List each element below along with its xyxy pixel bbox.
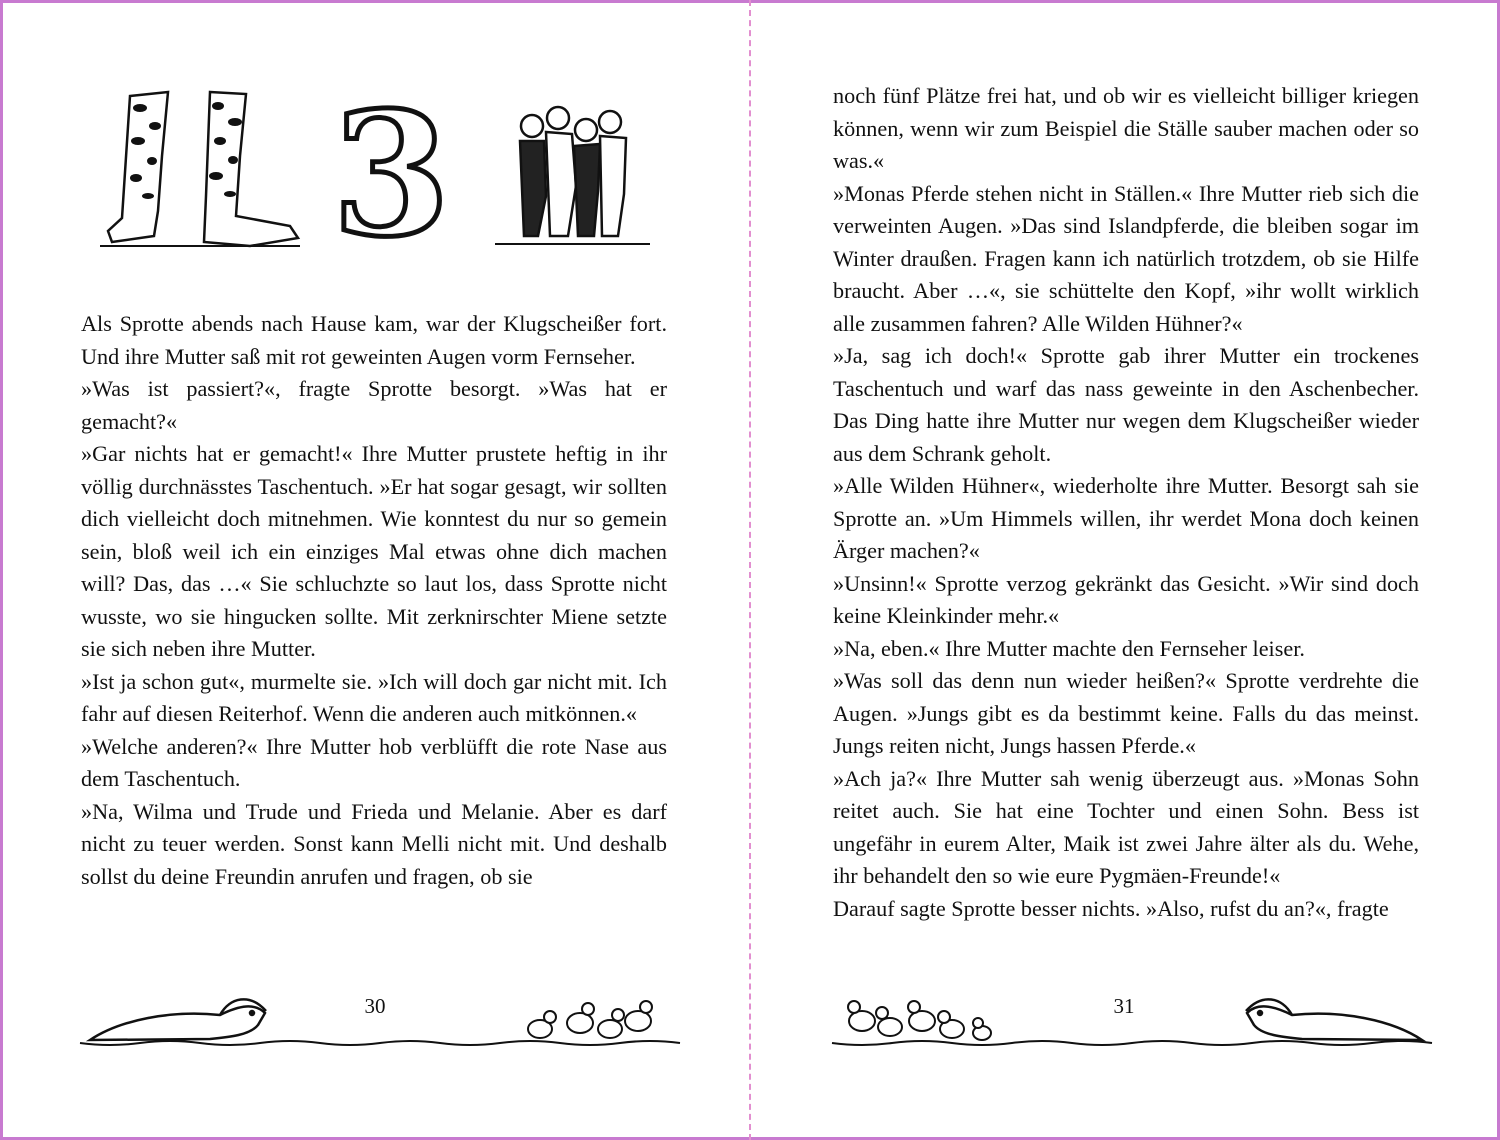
paragraph: »Na, Wilma und Trude und Frieda und Melanie. Aber es darf nicht zu teuer werden. Sonst kann Melli nicht mit. Und deshalb sollst du deine Freundin anrufen und fragen, ob sie: [81, 798, 667, 889]
chickens-icon: [848, 1001, 991, 1040]
paragraph: »Ist ja schon gut«, murmelte sie. »Ich will doch gar nicht mit. Ich fahr auf diesen Reiterhof. Wenn die anderen auch mitkönnen.«: [81, 668, 667, 726]
paragraph: Als Sprotte abends nach Hause kam, war der Klugscheißer fort. Und ihre Mutter saß mit rot geweinten Augen vorm Fernseher.: [81, 311, 667, 369]
paragraph: noch fünf Plätze frei hat, und ob wir es vielleicht billiger kriegen können, wenn wir zum Beispiel die Ställe sauber machen oder so was.«: [833, 83, 1419, 173]
right-page: [752, 0, 1500, 1140]
page-number: 31: [1113, 994, 1135, 1018]
paragraph: »Monas Pferde stehen nicht in Ställen.« Ihre Mutter rieb sich die verweinten Augen. »Das sind Islandpferde, die bleiben sogar im Winter draußen. Fragen kann ich natürlich trotzdem, ob sie Hilfe braucht. Aber …«, sie schüttelte den Kopf, »ihr wollt wirklich alle zusammen fahren? Alle Wilden Hühner?«: [833, 180, 1419, 336]
paragraph: »Was ist passiert?«, fragte Sprotte besorgt. »Was hat er gemacht?«: [81, 376, 667, 434]
leopard-legs-icon: [100, 92, 300, 246]
page-number: 30: [364, 994, 386, 1018]
children-group-icon: [495, 107, 650, 244]
paragraph: »Ja, sag ich doch!« Sprotte gab ihrer Mutter ein trockenes Taschentuch und warf das nass geweinte in den Aschenbecher. Das Ding hatte ihre Mutter nur wegen dem Klugscheißer wieder aus dem Schrank geholt.: [833, 343, 1419, 466]
ground-line: [832, 1041, 1432, 1045]
paragraph: Darauf sagte Sprotte besser nichts. »Also, rufst du an?«, fragte: [833, 895, 1389, 921]
right-page-body-text: [833, 80, 1419, 925]
paragraph: »Ach ja?« Ihre Mutter sah wenig überzeugt aus. »Monas Sohn reitet auch. Sie hat eine Tochter und einen Sohn. Bess ist ungefähr in eurem Alter, Maik ist zwei Jahre älter als du. Wehe, ihr behandelt den so wie eure Pygmäen-Freunde!«: [833, 765, 1419, 888]
paragraph: »Alle Wilden Hühner«, wiederholte ihre Mutter. Besorgt sah sie Sprotte an. »Um Himmels willen, ihr werdet Mona doch keinen Ärger machen?«: [833, 473, 1419, 563]
pony-icon: [90, 999, 266, 1040]
paragraph: »Na, eben.« Ihre Mutter machte den Fernseher leiser.: [833, 635, 1305, 661]
page-gutter-divider: [749, 0, 751, 1140]
paragraph: »Gar nichts hat er gemacht!« Ihre Mutter prustete heftig in ihr völlig durchnässtes Taschentuch. »Er hat sogar gesagt, wir sollten dich vielleicht doch mitnehmen. Wie konntest du nur so gemein sein, bloß weil ich ein einziges Mal etwas ohne dich machen will? Das, das …« Sie schluchzte so laut los, dass Sprotte nicht wusste, wo sie hingucken sollte. Mit zerknirschter Miene setzte sie sich neben ihre Mutter.: [81, 441, 667, 661]
chapter-header-illustration: [100, 75, 650, 276]
left-page: [0, 0, 748, 1140]
left-page-body-text: [81, 308, 667, 893]
ground-line: [80, 1041, 680, 1045]
chapter-number: 3: [332, 75, 451, 275]
paragraph: »Was soll das denn nun wieder heißen?« Sprotte verdrehte die Augen. »Jungs gibt es da bestimmt keine. Falls du das meinst. Jungs reiten nicht, Jungs hassen Pferde.«: [833, 668, 1419, 758]
paragraph: »Welche anderen?« Ihre Mutter hob verblüfft die rote Nase aus dem Taschentuch.: [81, 733, 667, 791]
chickens-icon: [528, 1001, 652, 1038]
paragraph: »Unsinn!« Sprotte verzog gekränkt das Gesicht. »Wir sind doch keine Kleinkinder mehr.«: [833, 570, 1419, 628]
pony-icon: [1246, 999, 1422, 1040]
